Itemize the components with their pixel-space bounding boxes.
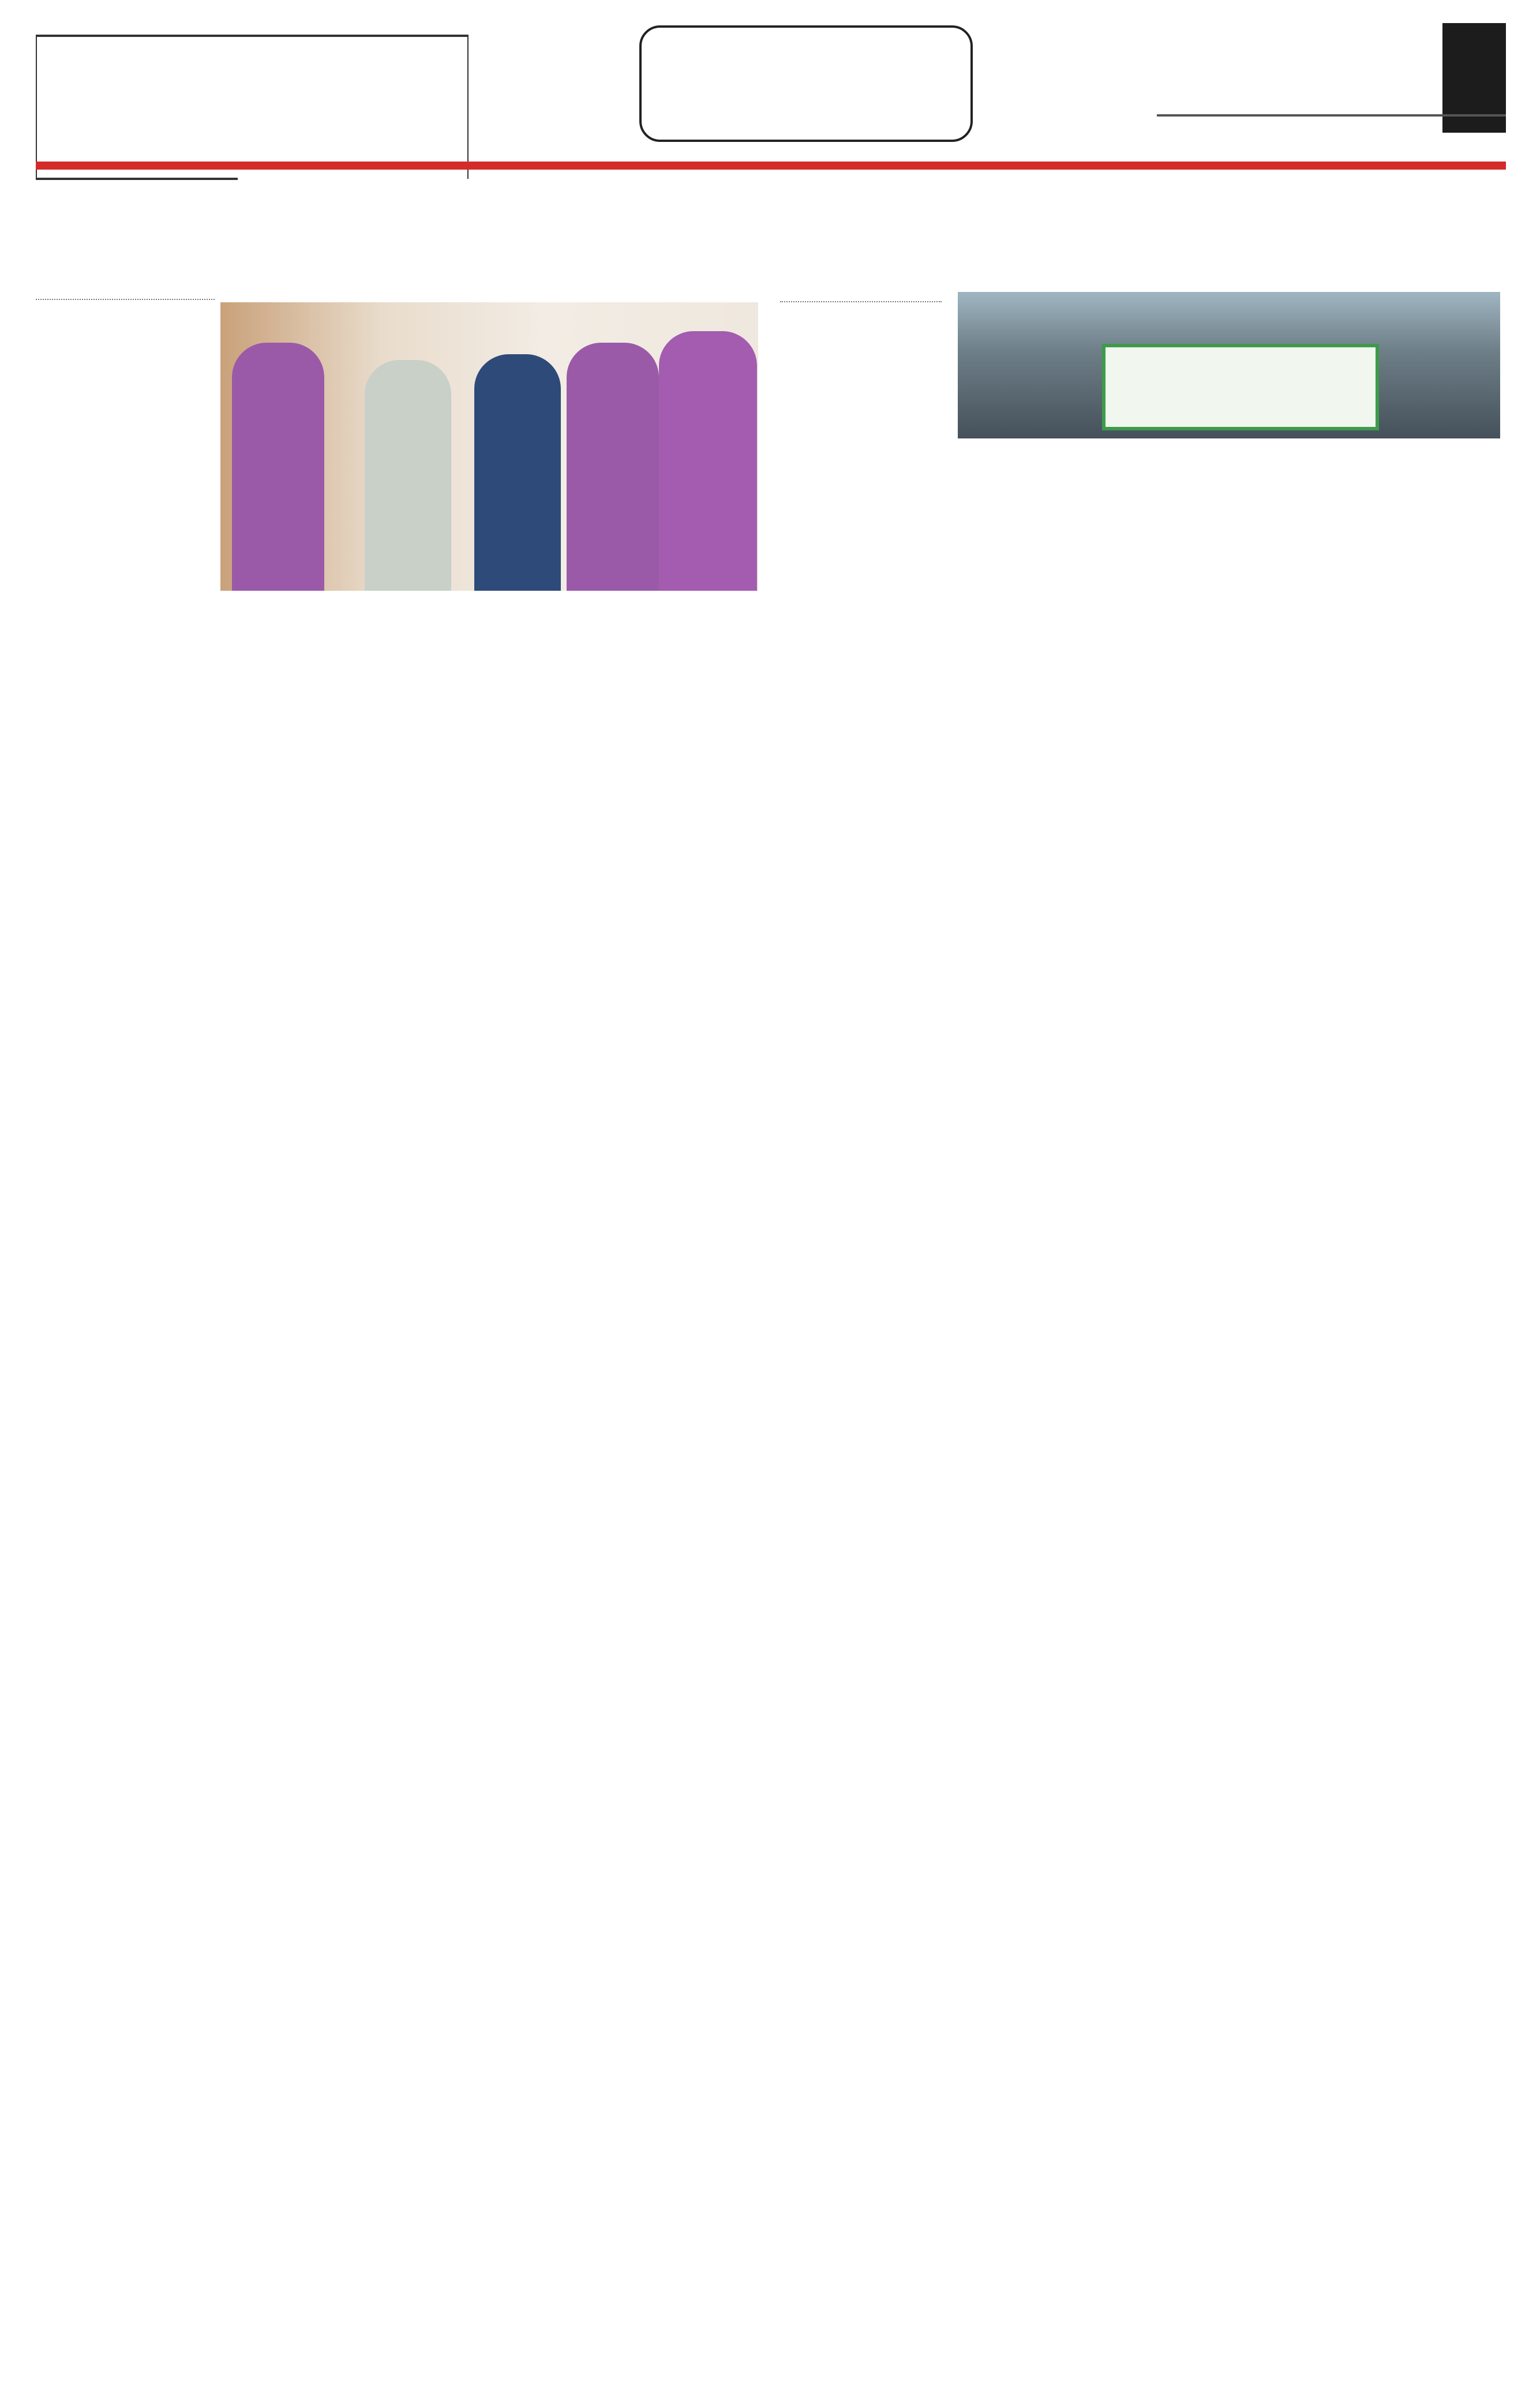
section-label-box bbox=[639, 25, 973, 142]
article-body-cols bbox=[958, 445, 1500, 752]
nameplate-rule bbox=[36, 178, 238, 180]
photo-cm-church-leaders[interactable] bbox=[220, 302, 758, 591]
byline bbox=[780, 295, 942, 302]
masthead-red-rule bbox=[36, 162, 1506, 170]
article-body-col1 bbox=[36, 607, 215, 745]
paragraph bbox=[36, 607, 215, 745]
photo-figure bbox=[659, 331, 757, 591]
paper-nameplate bbox=[36, 35, 469, 179]
photo-figure bbox=[365, 360, 451, 591]
article-body-cols bbox=[220, 598, 758, 742]
photo-figure bbox=[474, 354, 561, 591]
article-body-col1 bbox=[780, 332, 945, 753]
rally-banner bbox=[1102, 344, 1379, 430]
photo-pesa-rally[interactable] bbox=[958, 292, 1500, 438]
date-rule bbox=[1157, 114, 1506, 117]
byline bbox=[36, 293, 215, 300]
photo-figure bbox=[567, 343, 659, 591]
photo-figure bbox=[232, 343, 324, 591]
